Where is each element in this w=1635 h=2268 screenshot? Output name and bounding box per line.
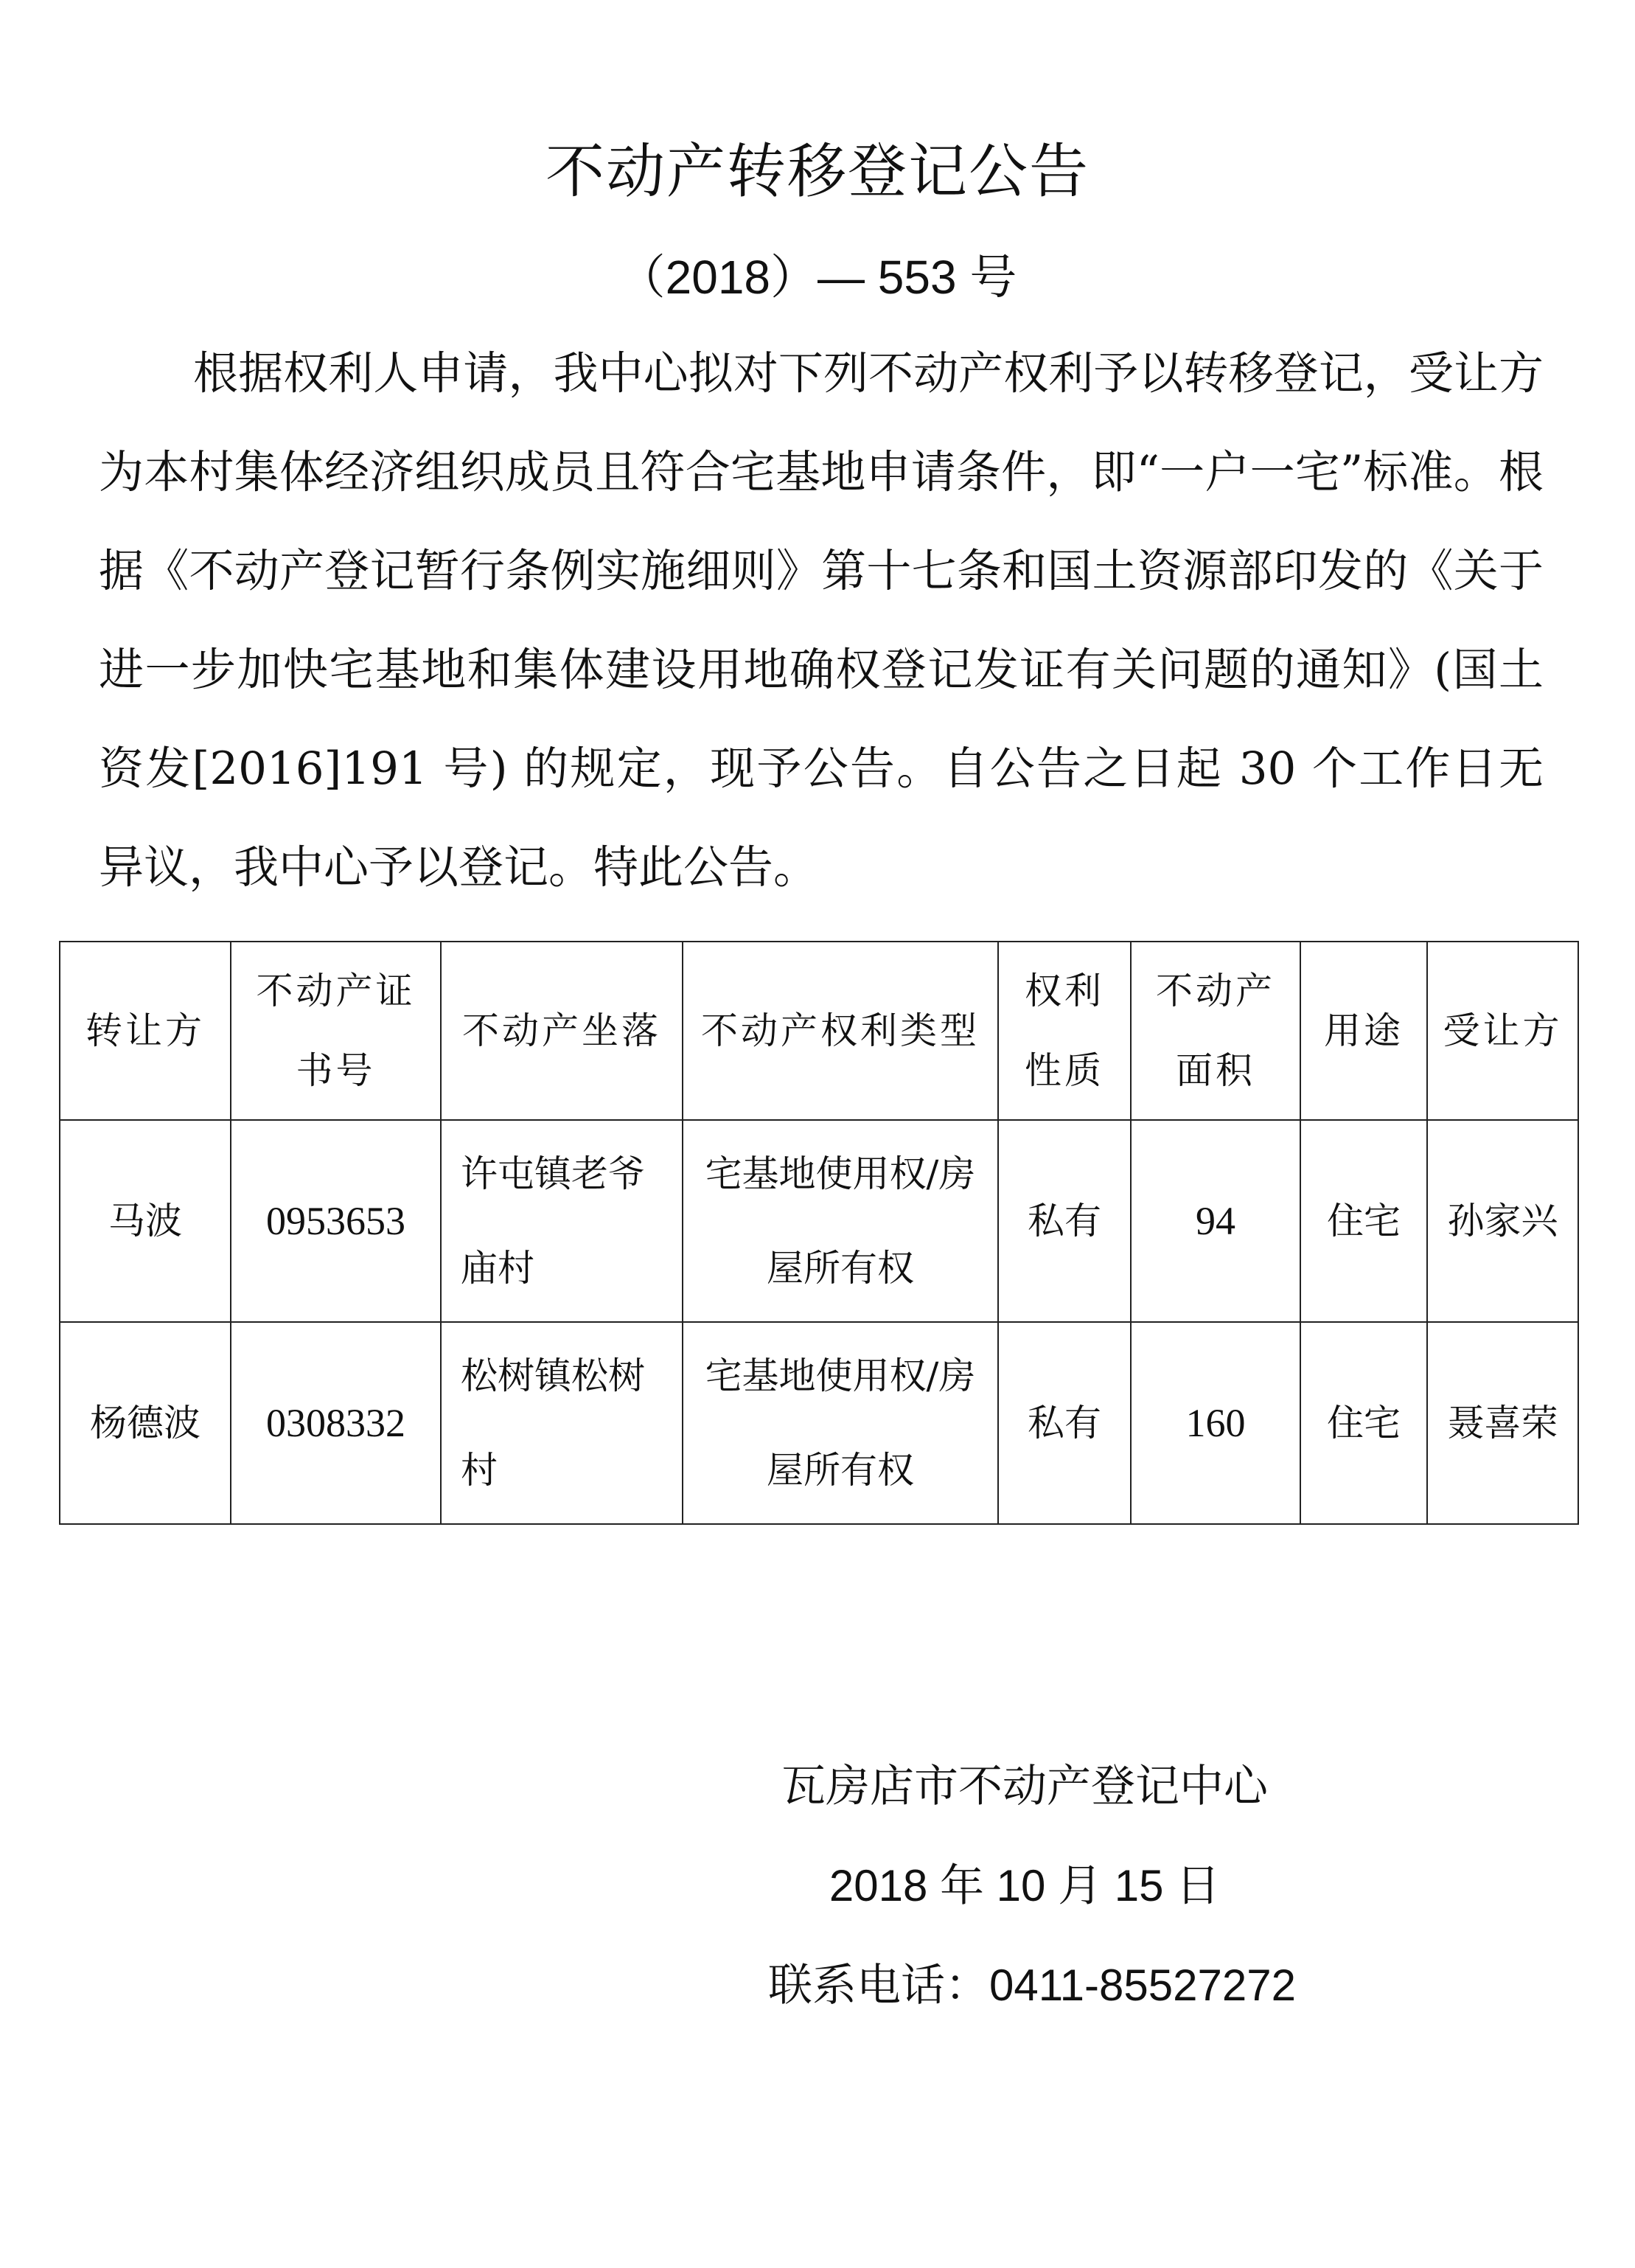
table-header-row xyxy=(60,942,1578,1120)
cell-certificate-number: 0953653 xyxy=(231,1120,441,1322)
cell-transferee: 孙家兴 xyxy=(1427,1120,1578,1322)
issuing-organization: 瓦房店市不动产登记中心 xyxy=(781,1761,1268,1812)
header-certificate-number: 不动产证书号 xyxy=(231,942,441,1120)
document-number: （2018）— 553 号 xyxy=(618,251,1017,304)
header-area: 不动产面积 xyxy=(1131,942,1300,1120)
header-location: 不动产坐落 xyxy=(441,942,683,1120)
transfer-table xyxy=(59,941,1579,1525)
issue-date: 2018 年 10 月 15 日 xyxy=(829,1861,1221,1910)
cell-right-type: 宅基地使用权/房屋所有权 xyxy=(683,1322,998,1524)
cell-transferee: 聂喜荣 xyxy=(1427,1322,1578,1524)
cell-usage: 住宅 xyxy=(1300,1120,1427,1322)
notice-body: 根据权利人申请，我中心拟对下列不动产权利予以转移登记，受让方为本村集体经济组织成员且符合宅基地申请条件，即“一户一宅”标准。根据《不动产登记暂行条例实施细则》第十七条和国土资源部印发的《关于进一步加快宅基地和集体建设用地确权登记发证有关问题的通知》(国土资发[2016]191 号) 的规定，现予公告。自公告之日起 30 个工作日无异议，我中心予以登记。特此公告。 xyxy=(99,347,1544,894)
cell-right-nature: 私有 xyxy=(998,1322,1131,1524)
cell-certificate-number: 0308332 xyxy=(231,1322,441,1524)
header-right-type: 不动产权利类型 xyxy=(683,942,998,1120)
cell-location: 许屯镇老爷庙村 xyxy=(441,1120,683,1322)
cell-area: 94 xyxy=(1131,1120,1300,1322)
cell-right-type: 宅基地使用权/房屋所有权 xyxy=(683,1120,998,1322)
cell-transferor: 马波 xyxy=(60,1120,231,1322)
header-transferee: 受让方 xyxy=(1427,942,1578,1120)
contact-phone: 联系电话：0411-85527272 xyxy=(768,1961,1296,2010)
table-row xyxy=(60,1120,1578,1322)
cell-usage: 住宅 xyxy=(1300,1322,1427,1524)
header-transferor: 转让方 xyxy=(60,942,231,1120)
cell-location: 松树镇松树村 xyxy=(441,1322,683,1524)
cell-right-nature: 私有 xyxy=(998,1120,1131,1322)
table-row xyxy=(60,1322,1578,1524)
cell-area: 160 xyxy=(1131,1322,1300,1524)
header-right-nature: 权利性质 xyxy=(998,942,1131,1120)
notice-title: 不动产转移登记公告 xyxy=(545,137,1090,206)
cell-transferor: 杨德波 xyxy=(60,1322,231,1524)
header-usage: 用途 xyxy=(1300,942,1427,1120)
